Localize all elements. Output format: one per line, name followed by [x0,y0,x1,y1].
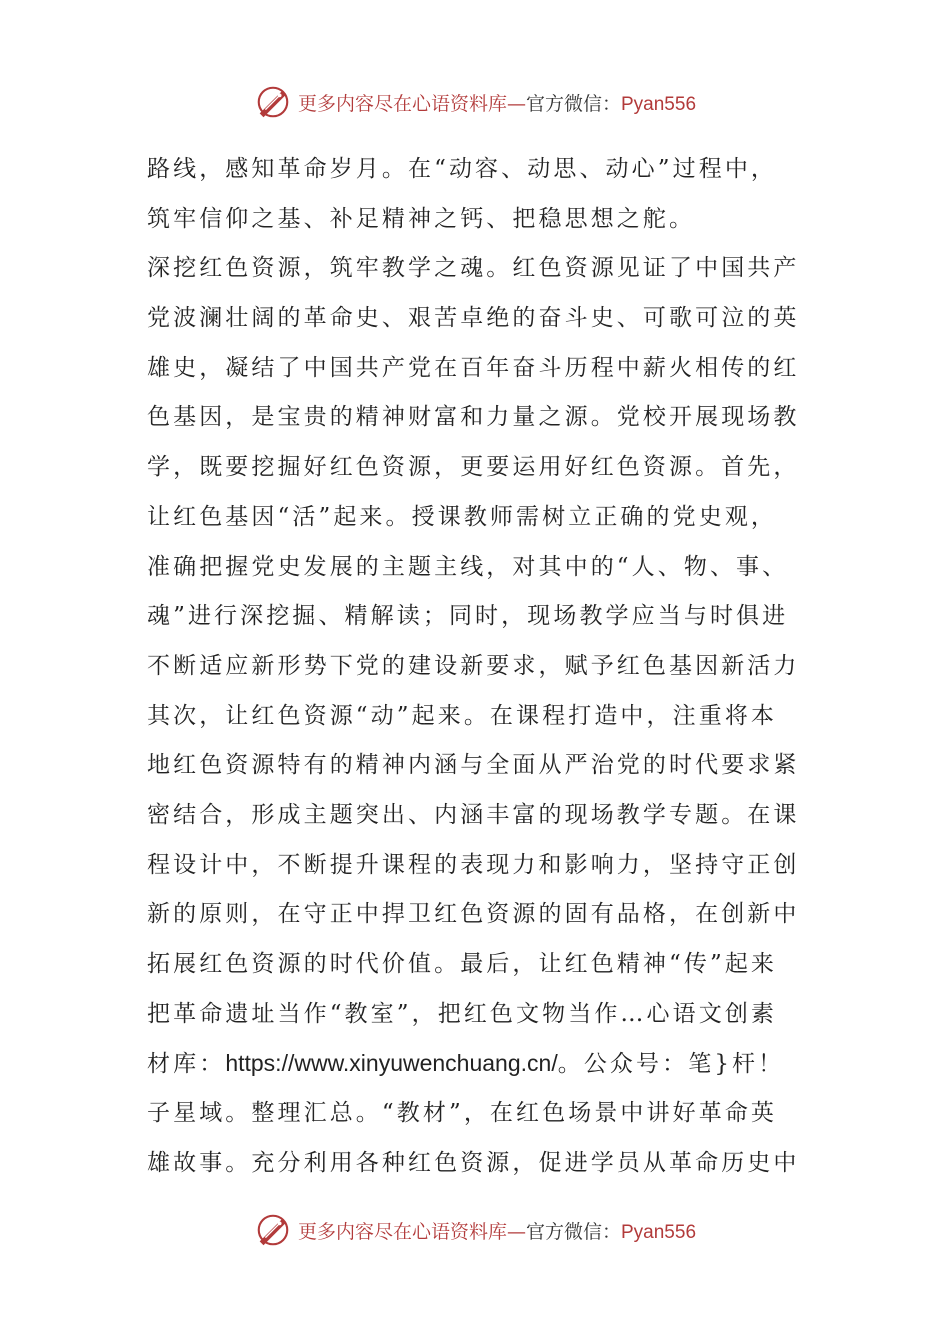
header-text [298,89,696,116]
header-wechat-id: Pyan556 [621,93,697,115]
text-line: 雄史，凝结了中国共产党在百年奋斗历程中薪火相传的红 [147,354,800,381]
text-line: 拓展红色资源的时代价值。最后，让红色精神“传”起来 [147,951,778,977]
text-line: 让红色基因“活”起来。授课教师需树立正确的党史观， [147,503,778,530]
footer-official-label: 官方微信： [525,1220,621,1243]
document-body [147,145,807,1188]
pen-nib-logo-icon [254,83,292,121]
text-line: 子星域。整理汇总。“教材”，在红色场景中讲好革命英 [147,1100,778,1127]
text-line: 不断适应新形势下党的建设新要求，赋予红色基因新活力 [147,652,800,679]
footer-brand: 更多内容尽在心语资料库 [297,1220,507,1243]
text-line: 程设计中，不断提升课程的表现力和影响力，坚持守正创 [147,851,800,878]
text-line: 筑牢信仰之基、补足精神之钙、把稳思想之舵。 [147,205,696,232]
text-line: 把革命遗址当作“教室”，把红色文物当作…心语文创素 [147,1000,778,1027]
text-line: 其次，让红色资源“动”起来。在课程打造中，注重将本 [147,702,778,729]
footer-wechat-id: Pyan556 [621,1221,697,1243]
website-url: https://www.xinyuwenchuang.cn/ [225,1050,558,1077]
text-line: 深挖红色资源，筑牢教学之魂。红色资源见证了中国共产 [147,255,800,282]
text-line: 学，既要挖掘好红色资源，更要运用好红色资源。首先， [147,454,800,481]
header-official-label: 官方微信： [525,92,621,115]
footer-banner [0,1210,950,1250]
url-line-prefix: 材库： [147,1051,226,1078]
header-banner [0,82,950,122]
text-line: 密结合，形成主题突出、内涵丰富的现场教学专题。在课 [147,801,800,828]
text-line: 党波澜壮阔的革命史、艰苦卓绝的奋斗史、可歌可泣的英 [147,305,800,332]
text-line: 路线，感知革命岁月。在“动容、动思、动心”过程中， [147,156,778,182]
url-line [147,1039,807,1089]
text-line: 新的原则，在守正中捍卫红色资源的固有品格，在创新中 [147,901,800,928]
url-line-suffix: 。公众号：笔}杆！ [557,1051,785,1078]
text-line: 准确把握党史发展的主题主线，对其中的“人、物、事、 [147,553,789,580]
text-line: 色基因，是宝贵的精神财富和力量之源。党校开展现场教 [147,404,800,431]
text-line: 雄故事。充分利用各种红色资源，促进学员从革命历史中 [147,1149,800,1176]
footer-dash: — [506,1220,526,1243]
pen-nib-logo-icon [254,1211,292,1249]
text-line: 地红色资源特有的精神内涵与全面从严治党的时代要求紧 [147,752,800,779]
header-brand: 更多内容尽在心语资料库 [297,92,507,115]
footer-text [298,1217,696,1244]
text-line: 魂”进行深挖掘、精解读；同时，现场教学应当与时俱进 [147,603,789,630]
header-dash: — [506,92,526,115]
